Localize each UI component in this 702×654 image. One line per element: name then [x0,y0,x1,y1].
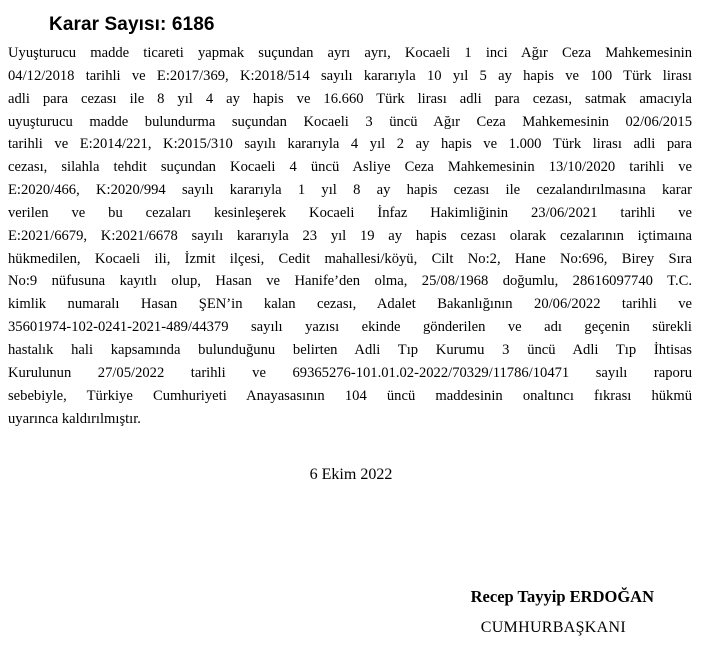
decision-date: 6 Ekim 2022 [309,466,393,483]
body-line: hastalık hali kapsamında bulunduğunu belirten Adli Tıp Kurumu 3 üncü Adli Tıp İhtisas [8,341,692,358]
body-line: 04/12/2018 tarihli ve E:2017/369, K:2018/514 sayılı kararıyla 10 yıl 5 ay hapis ve 100 Türk lirası [8,67,692,84]
decision-body [8,42,692,430]
body-line: uyarınca kaldırılmıştır. [8,410,141,427]
body-line: kimlik numaralı Hasan ŞEN’in kalan cezası, Adalet Bakanlığının 20/06/2022 tarihli ve [8,296,692,313]
signer-title: CUMHURBAŞKANI [480,619,626,636]
decision-number-heading: Karar Sayısı: 6186 [49,14,215,35]
body-line: 35601974-102-0241-2021-489/44379 sayılı yazısı ekinde gönderilen ve adı geçenin sürekli [8,319,692,336]
body-line: hükmedilen, Kocaeli ili, İzmit ilçesi, Cedit mahallesi/köyü, Cilt No:2, Hane No:696, Birey Sıra [8,250,692,267]
body-line: verilen ve bu cezaları kesinleşerek Kocaeli İnfaz Hakimliğinin 23/06/2021 tarihli ve [8,204,692,221]
body-line: cezası, silahla tehdit suçundan Kocaeli 4 üncü Asliye Ceza Mahkemesinin 13/10/2020 tarihli ve [8,159,692,176]
body-line: uyuşturucu madde bulundurma suçundan Kocaeli 3 üncü Ağır Ceza Mahkemesinin 02/06/2015 [8,113,692,130]
body-line: Uyuşturucu madde ticareti yapmak suçundan ayrı ayrı, Kocaeli 1 inci Ağır Ceza Mahkemesinin [8,45,692,61]
body-line: adli para cezası ile 8 yıl 4 ay hapis ve 16.660 Türk lirası adli para cezası, satmak amacıyla [8,90,692,107]
body-line: E:2020/466, K:2020/994 sayılı kararıyla 1 yıl 8 ay hapis cezası ile cezalandırılmasına karar [8,182,692,199]
signer-name: Recep Tayyip ERDOĞAN [470,587,654,606]
body-line: sebebiyle, Türkiye Cumhuriyeti Anayasasının 104 üncü maddesinin onaltıncı fıkrası hükmü [8,387,692,404]
body-line: No:9 nüfusuna kayıtlı olup, Hasan ve Hanife’den olma, 25/08/1968 doğumlu, 28616097740 T.C. [8,273,692,290]
body-line: E:2021/6679, K:2021/6678 sayılı kararıyla 23 yıl 19 ay hapis cezası olarak cezalarının içtimaına [8,227,692,244]
body-line: tarihli ve E:2014/221, K:2015/310 sayılı kararıyla 4 yıl 2 ay hapis ve 1.000 Türk lirası adli para [8,136,692,153]
body-line: Kurulunun 27/05/2022 tarihli ve 69365276-101.01.02-2022/70329/11786/10471 sayılı raporu [8,364,692,381]
